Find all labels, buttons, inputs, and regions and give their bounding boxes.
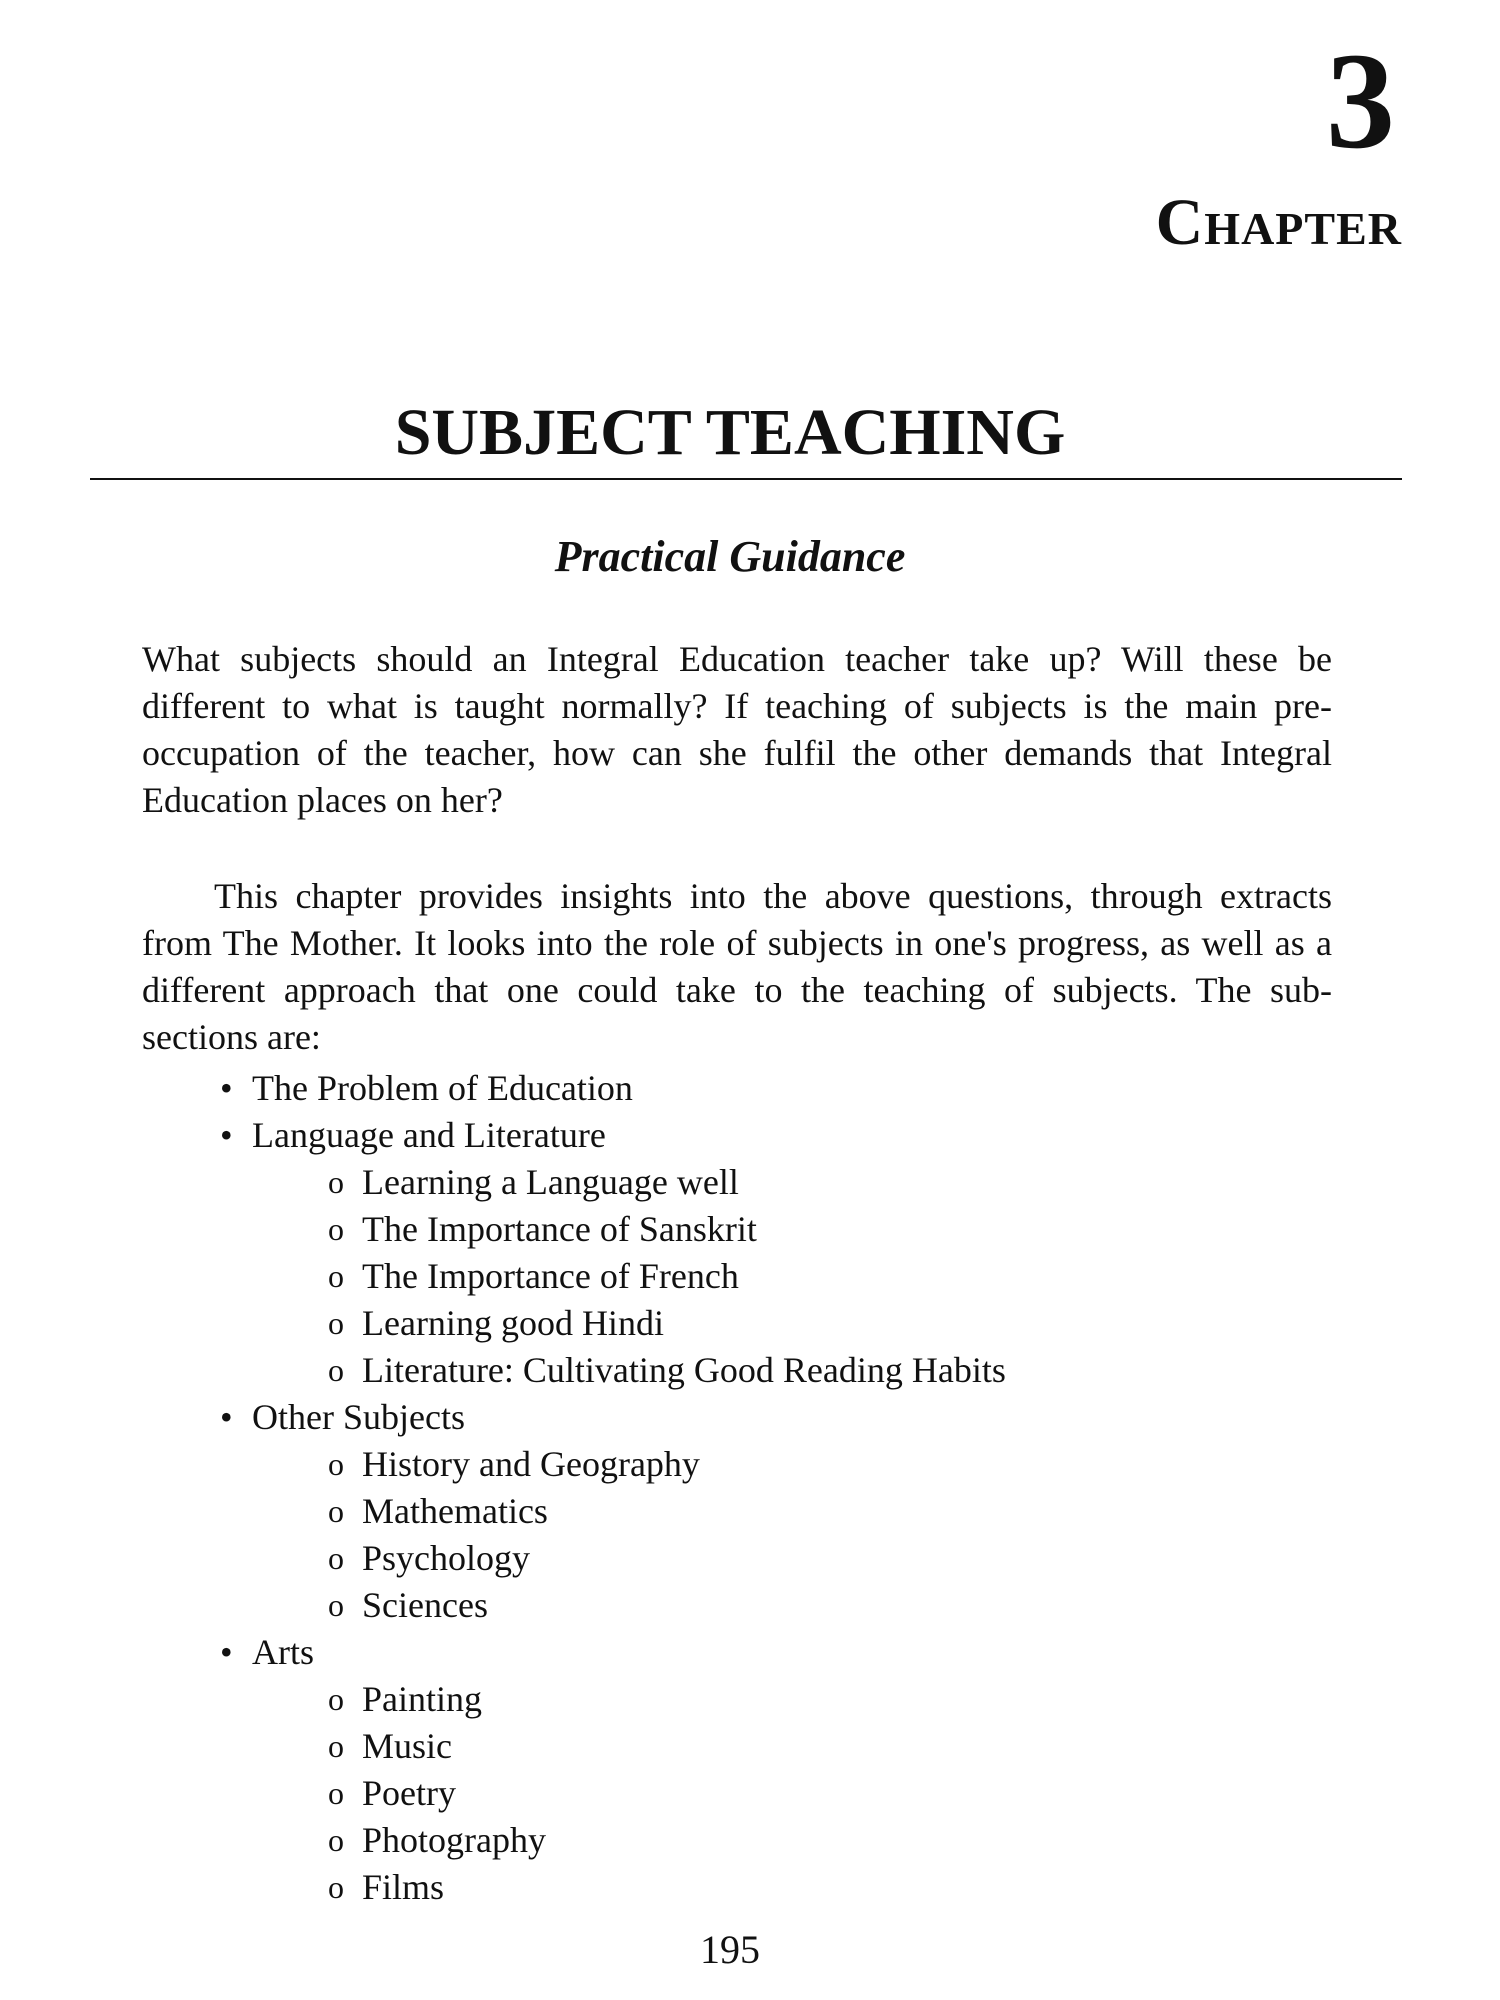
list-item [142, 1394, 1332, 1441]
circle-bullet-icon: o [328, 1493, 344, 1529]
circle-bullet-icon: o [328, 1352, 344, 1388]
bullet-icon: • [220, 1632, 233, 1672]
list-item-label: Photography [362, 1820, 546, 1860]
page-number: 195 [700, 1927, 760, 1972]
title-divider [90, 478, 1402, 480]
page-subtitle: Practical Guidance [554, 532, 906, 581]
list-item-label: Language and Literature [252, 1115, 606, 1155]
subsection-outline [142, 1065, 1332, 1911]
chapter-label: Chapter [1155, 186, 1402, 259]
list-item-label: The Problem of Education [252, 1068, 633, 1108]
circle-bullet-icon: o [328, 1211, 344, 1247]
list-item [142, 1347, 1332, 1394]
list-item [142, 1441, 1332, 1488]
list-item [142, 1582, 1332, 1629]
bullet-icon: • [220, 1068, 233, 1108]
circle-bullet-icon: o [328, 1681, 344, 1717]
list-item-label: Music [362, 1726, 452, 1766]
chapter-number: 3 [1326, 24, 1395, 177]
list-item-label: Sciences [362, 1585, 488, 1625]
list-item [142, 1112, 1332, 1159]
page-title: SUBJECT TEACHING [394, 396, 1066, 469]
list-item [142, 1159, 1332, 1206]
list-item [142, 1723, 1332, 1770]
circle-bullet-icon: o [328, 1305, 344, 1341]
list-item [142, 1488, 1332, 1535]
subsection-list [142, 1065, 1332, 1911]
list-item-label: The Importance of French [362, 1256, 739, 1296]
list-item [142, 1300, 1332, 1347]
circle-bullet-icon: o [328, 1164, 344, 1200]
circle-bullet-icon: o [328, 1258, 344, 1294]
list-item-label: The Importance of Sanskrit [362, 1209, 757, 1249]
circle-bullet-icon: o [328, 1775, 344, 1811]
list-item [142, 1629, 1332, 1676]
intro-paragraph: What subjects should an Integral Education teacher take up? Will these be different to what is taught normally? If teaching of subjects is the main pre-occupation of the teacher, how can she fulfil the other demands that Integral Education places on her? [142, 639, 1332, 820]
list-item [142, 1864, 1332, 1911]
list-item [142, 1817, 1332, 1864]
list-item [142, 1253, 1332, 1300]
circle-bullet-icon: o [328, 1728, 344, 1764]
list-item-label: Poetry [362, 1773, 456, 1813]
list-item-label: History and Geography [362, 1444, 700, 1484]
circle-bullet-icon: o [328, 1869, 344, 1905]
circle-bullet-icon: o [328, 1587, 344, 1623]
bullet-icon: • [220, 1397, 233, 1437]
list-item-label: Literature: Cultivating Good Reading Habits [362, 1350, 1006, 1390]
list-item-label: Other Subjects [252, 1397, 465, 1437]
circle-bullet-icon: o [328, 1822, 344, 1858]
list-item [142, 1065, 1332, 1112]
circle-bullet-icon: o [328, 1540, 344, 1576]
list-item [142, 1535, 1332, 1582]
list-item-label: Arts [252, 1632, 314, 1672]
list-item [142, 1206, 1332, 1253]
list-item-label: Films [362, 1867, 445, 1907]
list-item [142, 1770, 1332, 1817]
list-item-label: Mathematics [362, 1491, 548, 1531]
list-item [142, 1676, 1332, 1723]
list-item-label: Painting [362, 1679, 483, 1719]
bullet-icon: • [220, 1115, 233, 1155]
list-item-label: Learning a Language well [362, 1162, 739, 1202]
list-item-label: Learning good Hindi [362, 1303, 664, 1343]
list-item-label: Psychology [362, 1538, 531, 1578]
circle-bullet-icon: o [328, 1446, 344, 1482]
overview-paragraph: This chapter provides insights into the above questions, through extracts from The Mother. It looks into the role of subjects in one's progress, as well as a different approach that one could take to the teaching of subjects. The sub-sections are: [142, 876, 1332, 1057]
